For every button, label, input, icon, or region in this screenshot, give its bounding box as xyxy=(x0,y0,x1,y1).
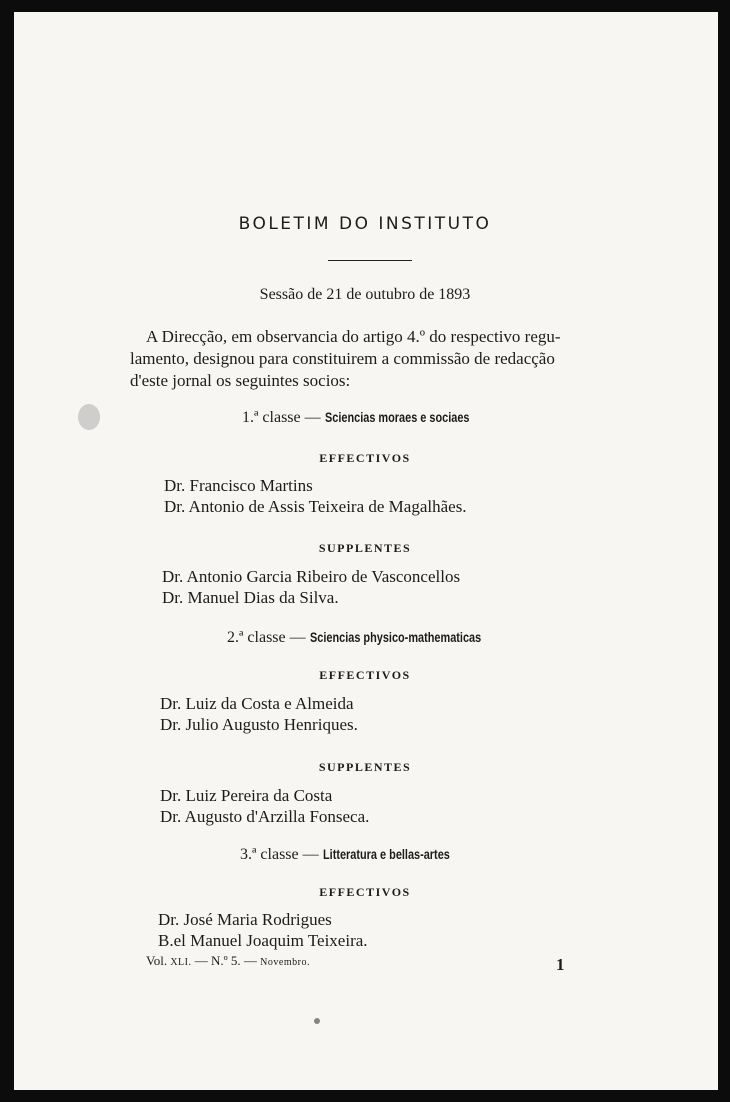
intro-line: d'este jornal os seguintes socios: xyxy=(130,371,351,390)
class-heading xyxy=(242,409,470,427)
member-name: Dr. Luiz Pereira da Costa xyxy=(160,786,333,805)
class-label: 3.ª classe — xyxy=(240,846,319,863)
member-name: Dr. Francisco Martins xyxy=(164,476,313,495)
group-heading: EFFECTIVOS xyxy=(319,885,411,899)
class-field: Sciencias physico-mathematicas xyxy=(309,629,481,645)
page-title: BOLETIM DO INSTITUTO xyxy=(238,214,492,234)
class-label: 2.ª classe — xyxy=(227,629,306,646)
footer-number: — N.º 5. — xyxy=(194,953,257,968)
footer-vol: Vol. xyxy=(146,953,168,968)
class-field: Litteratura e bellas-artes xyxy=(322,846,450,862)
paper-stain xyxy=(78,404,100,430)
title-rule xyxy=(328,260,412,261)
member-name: B.el Manuel Joaquim Teixeira. xyxy=(158,931,368,950)
group-heading: EFFECTIVOS xyxy=(319,668,411,682)
page-number: 1 xyxy=(556,955,565,974)
session-date: Sessão de 21 de outubro de 1893 xyxy=(259,286,471,303)
class-heading xyxy=(227,629,489,647)
member-name: Dr. Luiz da Costa e Almeida xyxy=(160,694,354,713)
intro-line: A Direcção, em observancia do artigo 4.º do respectivo regu- xyxy=(146,327,561,346)
class-field: Sciencias moraes e sociaes xyxy=(324,409,470,425)
member-name: Dr. Antonio de Assis Teixeira de Magalhães. xyxy=(164,497,467,516)
member-name: Dr. Manuel Dias da Silva. xyxy=(162,588,339,607)
group-heading: EFFECTIVOS xyxy=(319,451,411,465)
member-name: Dr. Antonio Garcia Ribeiro de Vasconcellos xyxy=(162,567,461,586)
paper-speck xyxy=(314,1018,320,1024)
group-heading: SUPPLENTES xyxy=(318,760,412,774)
intro-line: lamento, designou para constituirem a commissão de redacção xyxy=(130,349,555,368)
footer-month: Novembro. xyxy=(260,957,310,968)
member-name: Dr. Augusto d'Arzilla Fonseca. xyxy=(160,807,370,826)
group-heading: SUPPLENTES xyxy=(318,541,412,555)
member-name: Dr. Julio Augusto Henriques. xyxy=(160,715,358,734)
class-heading xyxy=(240,846,450,864)
volume-footer xyxy=(146,953,310,969)
class-label: 1.ª classe — xyxy=(242,409,321,426)
footer-vol-num: XLI. xyxy=(170,957,192,968)
member-name: Dr. José Maria Rodrigues xyxy=(158,910,332,929)
